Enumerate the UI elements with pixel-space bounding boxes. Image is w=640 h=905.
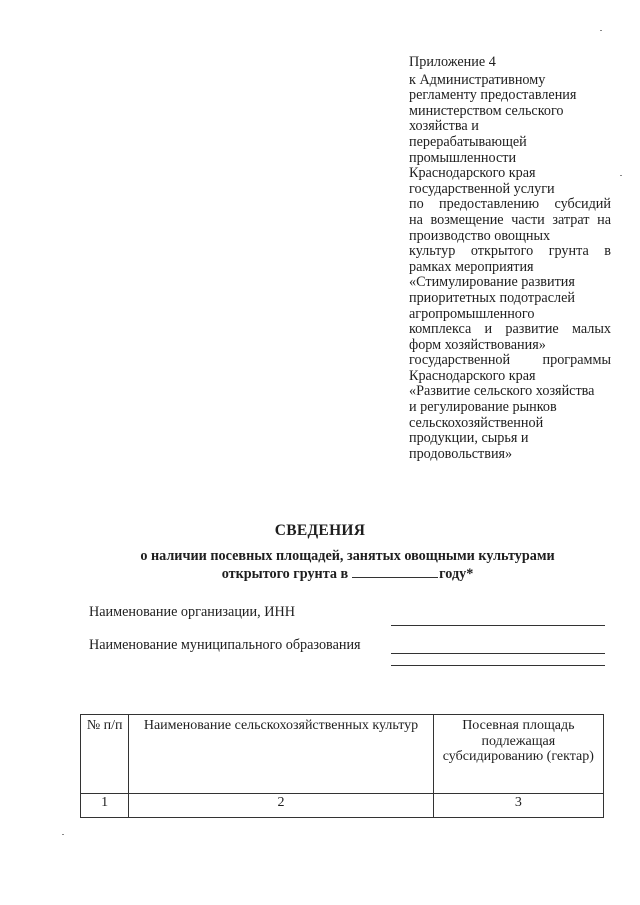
column-number-1: 1 xyxy=(81,794,129,818)
document-title: СВЕДЕНИЯ xyxy=(274,522,366,539)
appendix-line: продукции, сырья и xyxy=(409,430,529,447)
table-row xyxy=(81,794,604,818)
subtitle-line-2-end: году* xyxy=(439,566,474,582)
scan-speck xyxy=(62,834,64,835)
year-blank-field[interactable] xyxy=(352,565,438,578)
appendix-line: «Стимулирование развития xyxy=(409,274,575,291)
appendix-line: государственной услуги xyxy=(409,180,555,197)
header-number: № п/п xyxy=(81,715,129,794)
appendix-line: Краснодарского края xyxy=(409,367,536,384)
document-subtitle xyxy=(95,547,600,583)
table-header-row xyxy=(81,715,604,794)
subtitle-line-2 xyxy=(95,565,600,583)
municipality-fill-line-2[interactable] xyxy=(391,665,605,666)
appendix-line: государственной программы xyxy=(409,352,611,369)
column-number-3: 3 xyxy=(433,794,603,818)
appendix-line: к Административному xyxy=(409,71,546,88)
appendix-line: по предоставлению субсидий xyxy=(409,196,611,213)
municipality-fill-line[interactable] xyxy=(391,653,605,654)
appendix-line: министерством сельского xyxy=(409,102,564,119)
column-number-2: 2 xyxy=(129,794,433,818)
scan-speck xyxy=(600,30,602,31)
municipality-label: Наименование муниципального образования xyxy=(89,637,361,653)
appendix-line: регламенту предоставления xyxy=(409,87,577,104)
scan-speck xyxy=(620,175,622,176)
appendix-line: сельскохозяйственной xyxy=(409,414,544,431)
appendix-line: перерабатывающей xyxy=(409,133,527,150)
header-crop-name: Наименование сельскохозяйственных культур xyxy=(129,715,433,794)
crops-table xyxy=(80,714,604,818)
appendix-line: «Развитие сельского хозяйства xyxy=(409,383,595,400)
appendix-line: комплекса и развитие малых xyxy=(409,321,611,338)
appendix-line: промышленности xyxy=(409,149,517,166)
subtitle-line-1: о наличии посевных площадей, занятых овощными культурами xyxy=(140,548,555,564)
appendix-line: производство овощных xyxy=(409,227,551,244)
appendix-line: на возмещение части затрат на xyxy=(409,211,611,228)
organization-label: Наименование организации, ИНН xyxy=(89,604,295,620)
appendix-line: хозяйства и xyxy=(409,118,479,135)
organization-fill-line[interactable] xyxy=(391,625,605,626)
appendix-line: рамках мероприятия xyxy=(409,258,534,275)
appendix-line: агропромышленного xyxy=(409,305,535,322)
appendix-block xyxy=(409,55,611,462)
appendix-line: культур открытого грунта в xyxy=(409,243,611,260)
appendix-line: продовольствия» xyxy=(409,445,513,462)
subtitle-line-2-start: открытого грунта в xyxy=(221,566,349,582)
appendix-line: форм хозяйствования» xyxy=(409,336,546,353)
appendix-line: Краснодарского края xyxy=(409,165,536,182)
appendix-line: и регулирование рынков xyxy=(409,399,557,416)
header-sown-area: Посевная площадь подлежащая субсидированию (гектар) xyxy=(433,715,603,794)
appendix-line: приоритетных подотраслей xyxy=(409,289,575,306)
appendix-line: Приложение 4 xyxy=(409,54,496,70)
